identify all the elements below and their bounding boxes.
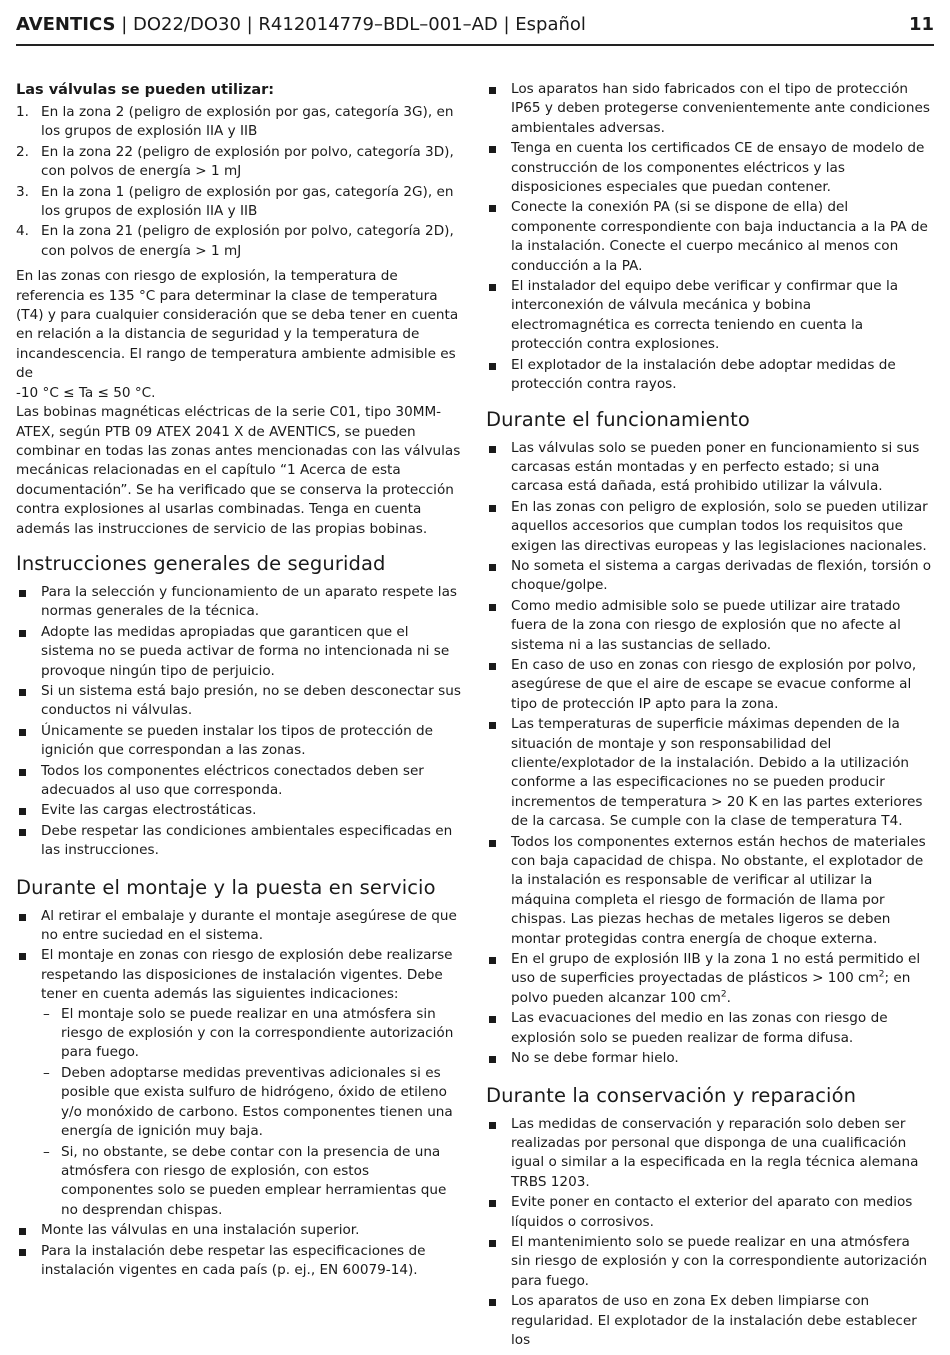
item-number: 1. [16, 104, 29, 120]
item-text: En la zona 22 (peligro de explosión por polvo, categoría 3D), con polvos de energía > 1 mJ [41, 143, 454, 180]
list-item: Evite poner en contacto el exterior del aparato con medios líquidos o corrosivos. [486, 1193, 932, 1232]
page-header [16, 12, 934, 46]
list-item: Evite las cargas electrostáticas. [16, 801, 462, 820]
list-item: Los aparatos han sido fabricados con el tipo de protección IP65 y deben protegerse convenientemente ante condiciones ambientales adversas. [486, 80, 932, 138]
list-item: Únicamente se pueden instalar los tipos de protección de ignición que correspondan a las zonas. [16, 722, 462, 761]
superscript: 2 [878, 969, 885, 980]
section-title-general-safety: Instrucciones generales de seguridad [16, 551, 386, 575]
list-item: Como medio admisible solo se puede utilizar aire tratado fuera de la zona con riesgo de explosión que no afecte al sistema ni a las sustancias de sellado. [486, 597, 932, 655]
list-item [486, 950, 932, 1008]
list-item: Conecte la conexión PA (si se dispone de ella) del componente correspondiente con baja inductancia a la PA de la instalación. Conecte el cuerpo mecánico al menos con conducción a la PA. [486, 198, 932, 276]
iib-text-c: . [726, 989, 731, 1006]
coils-paragraph: Las bobinas magnéticas eléctricas de la serie C01, tipo 30MM-ATEX, según PTB 09 ATEX 2041 X de AVENTICS, se pueden combinar en todas las zonas antes mencionadas con las válvulas mecánicas relacionadas en el capítulo “1 Acerca de esta documentación”. Se ha verificado que se conserva la protección contra explosiones al usarlas combinadas. Tenga en cuenta además las instrucciones de servicio de las propias bobinas. [16, 404, 461, 537]
list-item: En caso de uso en zonas con riesgo de explosión por polvo, asegúrese de que el aire de escape se evacue conforme al tipo de protección IP apto para la zona. [486, 656, 932, 714]
iib-text-b: ; en polvo pueden alcanzar 100 cm [511, 970, 911, 1006]
general-safety-list [16, 583, 462, 861]
item-text: En la zona 2 (peligro de explosión por gas, categoría 3G), en los grupos de explosión IIA y IIB [41, 104, 454, 140]
left-column [16, 80, 462, 1281]
temperature-range: -10 °C ≤ Ta ≤ 50 °C. [16, 384, 156, 401]
list-item: Monte las válvulas en una instalación superior. [16, 1221, 462, 1240]
list-item: Para la instalación debe respetar las especificaciones de instalación vigentes en cada país (p. ej., EN 60079-14). [16, 1242, 462, 1281]
list-item: Tenga en cuenta los certificados CE de ensayo de modelo de construcción de los componentes eléctricos y las disposiciones especiales que puedan contener. [486, 139, 932, 197]
list-item: No se debe formar hielo. [486, 1049, 932, 1068]
list-item: Si un sistema está bajo presión, no se deben desconectar sus conductos ni válvulas. [16, 682, 462, 721]
page-number: 11 [908, 14, 934, 35]
list-item [16, 103, 462, 142]
list-item: Las medidas de conservación y reparación solo deben ser realizadas por personal que disponga de una cualificación igual o similar a la especificada en la regla técnica alemana TRBS 1203. [486, 1115, 932, 1193]
item-number: 4. [16, 223, 29, 240]
item-number: 3. [16, 183, 29, 200]
list-item [16, 222, 462, 261]
section-title-operation: Durante el funcionamiento [486, 407, 750, 431]
list-item: Adopte las medidas apropiadas que garanticen que el sistema no se pueda activar de forma no intencionada ni se provoque ningún tipo de perjuicio. [16, 623, 462, 681]
item-number: 2. [16, 143, 29, 160]
mounting-list-continued [486, 80, 932, 395]
list-item: En las zonas con peligro de explosión, solo se pueden utilizar aquellos accesorios que cumplan todos los requisitos que exigen las directivas europeas y las legislaciones nacionales. [486, 498, 932, 556]
list-item: Debe respetar las condiciones ambientales especificadas en las instrucciones. [16, 822, 462, 861]
maintenance-list [486, 1115, 932, 1351]
list-item: Al retirar el embalaje y durante el montaje asegúrese de que no entre suciedad en el sistema. [16, 907, 462, 946]
brand-name: AVENTICS [16, 14, 116, 35]
list-item: El instalador del equipo debe verificar y confirmar que la interconexión de válvula mecánica y bobina electromagnética es correcta teniendo en cuenta la protección contra explosiones. [486, 277, 932, 355]
temperature-paragraph [16, 267, 462, 403]
list-item: Todos los componentes eléctricos conectados deben ser adecuados al uso que corresponda. [16, 762, 462, 801]
list-item [16, 183, 462, 222]
section-title-mounting: Durante el montaje y la puesta en servicio [16, 875, 436, 899]
list-item: Las temperaturas de superficie máximas dependen de la situación de montaje y son responsabilidad del cliente/explotador de la instalación. Debido a la utilización conforme a las especificaciones no se pueden producir incrementos de temperatura > 20 K en las partes exteriores de la carcasa. Se cumple con la clase de temperatura T4. [486, 715, 932, 831]
iib-text-a: En el grupo de explosión IIB y la zona 1 no está permitido el uso de superficies proyectadas de plásticos > 100 cm [511, 951, 921, 987]
document-info: | DO22/DO30 | R412014779–BDL–001–AD | Español [115, 14, 586, 35]
item-text: En la zona 21 (peligro de explosión por polvo, categoría 2D), con polvos de energía > 1 mJ [41, 223, 454, 259]
mounting-sublist [41, 1005, 462, 1220]
sublist-item: – Si, no obstante, se debe contar con la presencia de una atmósfera con riesgo de explosión, con estos componentes solo se pueden emplear herramientas que no desprendan chispas. [41, 1143, 462, 1221]
superscript: 2 [720, 989, 727, 1000]
list-item: No someta el sistema a cargas derivadas de flexión, torsión o choque/golpe. [486, 557, 932, 596]
list-item: Los aparatos de uso en zona Ex deben limpiarse con regularidad. El explotador de la instalación debe establecer los [486, 1292, 932, 1350]
mounting-list [16, 907, 462, 1281]
item-text: El montaje en zonas con riesgo de explosión debe realizarse respetando las disposiciones de instalación vigentes. Debe tener en cuenta además las siguientes indicaciones: [41, 947, 453, 1003]
temperature-text: En las zonas con riesgo de explosión, la temperatura de referencia es 135 °C para determinar la clase de temperatura (T4) y para cualquier consideración que se deba tener en cuenta en relación a la distancia de seguridad y la temperatura de incandescencia. El rango de temperatura ambiente admisible es de [16, 268, 459, 382]
item-text: En la zona 1 (peligro de explosión por gas, categoría 2G), en los grupos de explosión IIA y IIB [41, 183, 454, 220]
list-item [16, 143, 462, 182]
list-item: Las válvulas solo se pueden poner en funcionamiento si sus carcasas están montadas y en perfecto estado; si una carcasa está dañada, está prohibido utilizar la válvula. [486, 439, 932, 497]
usage-title: Las válvulas se pueden utilizar: [16, 82, 275, 98]
list-item: Las evacuaciones del medio en las zonas con riesgo de explosión solo se pueden realizar de forma difusa. [486, 1009, 932, 1048]
operation-list [486, 439, 932, 1069]
list-item: Todos los componentes externos están hechos de materiales con baja capacidad de chispa. No obstante, el explotador de la instalación es responsable de verificar al utilizar la máquina completa el riesgo de formación de llama por chispas. Las piezas hechas de metales ligeros se deben montar protegidas contra energía de choque externa. [486, 833, 932, 949]
list-item: El explotador de la instalación debe adoptar medidas de protección contra rayos. [486, 356, 932, 395]
right-column [486, 80, 932, 1351]
list-item: Para la selección y funcionamiento de un aparato respete las normas generales de la técnica. [16, 583, 462, 622]
list-item [16, 946, 462, 1220]
usage-list [16, 103, 462, 261]
section-title-maintenance: Durante la conservación y reparación [486, 1083, 857, 1107]
list-item: El mantenimiento solo se puede realizar en una atmósfera sin riesgo de explosión y con la correspondiente autorización para fuego. [486, 1233, 932, 1291]
sublist-item: – Deben adoptarse medidas preventivas adicionales si es posible que exista sulfuro de hidrógeno, óxido de etileno y/o monóxido de carbono. Estos componentes tienen una energía de ignición muy baja. [41, 1064, 462, 1142]
sublist-item: – El montaje solo se puede realizar en una atmósfera sin riesgo de explosión y con la correspondiente autorización para fuego. [41, 1005, 462, 1063]
